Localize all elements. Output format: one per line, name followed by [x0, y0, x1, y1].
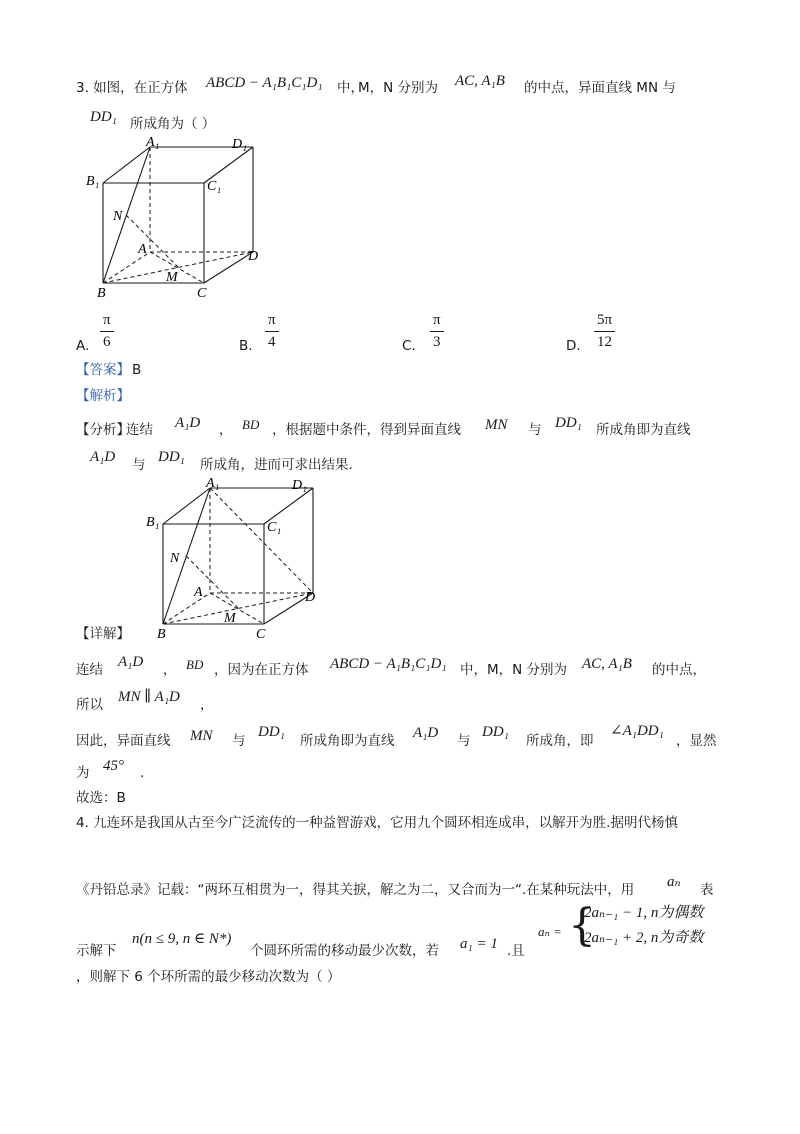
- xj-l4-t2: .: [140, 765, 145, 781]
- option-d-fraction: [594, 312, 615, 351]
- option-b-letter: B.: [239, 338, 253, 354]
- option-a-fraction: [100, 312, 114, 351]
- label-d1: D₁: [292, 478, 307, 493]
- label-a: A: [194, 585, 203, 600]
- label-c: C: [256, 627, 266, 642]
- option-c-num: π: [433, 312, 441, 328]
- xj-l3-yu2: 与: [457, 733, 471, 749]
- xj-l4-val: 45°: [103, 758, 124, 774]
- label-a1: A₁: [146, 135, 160, 150]
- label-b1: B₁: [146, 515, 160, 530]
- fenxi-bd: BD: [242, 417, 260, 432]
- q3-number-text: 3. 如图，在正方体: [76, 80, 188, 96]
- option-d-letter: D.: [566, 338, 581, 354]
- q4-piecewise-brace: {: [568, 900, 596, 951]
- option-a-letter: A.: [76, 338, 90, 354]
- fenxi-yu: 与: [528, 422, 542, 438]
- q4-case2: 2aₙ₋₁ + 2, n为奇数: [584, 930, 704, 946]
- q4-a1: a₁ = 1: [460, 936, 498, 952]
- q4-l3-t1: 示解下: [76, 943, 117, 959]
- cube-figure-1: [80, 135, 280, 305]
- label-d: D: [305, 590, 316, 605]
- q4-line2: 《丹铅总录》记载：“两环互相贯为一，得其关捩，解之为二，又合而为一“.在某种玩法中，用: [76, 882, 635, 898]
- label-c1: C₁: [207, 179, 222, 194]
- fenxi-a1d-2: A₁D: [90, 449, 116, 465]
- xj-l1-a1d: A₁D: [118, 654, 144, 670]
- option-b-fraction: [265, 312, 279, 351]
- xj-l3-angle: ∠A₁DD₁: [610, 723, 664, 739]
- option-c-letter: C.: [402, 338, 416, 354]
- xj-l1-t2: ，因为在正方体: [214, 662, 309, 678]
- label-n: N: [170, 551, 180, 566]
- xj-l1-t1: 连结: [76, 662, 103, 678]
- xiangjie-tag: 【详解】: [76, 626, 130, 642]
- fenxi-t4: 所成角，进而可求出结果.: [200, 457, 353, 473]
- q3-mid-text: 中，: [337, 80, 364, 96]
- label-b: B: [157, 627, 166, 642]
- xj-l3-t2: 所成角即为直线: [300, 733, 395, 749]
- q3-end2-text: 所成角为（ ）: [130, 116, 216, 132]
- option-c-fraction: [430, 312, 444, 351]
- option-d-num: 5π: [597, 312, 613, 328]
- xj-l1-ac: AC, A₁B: [582, 656, 632, 672]
- cube-figure-2: [140, 476, 340, 646]
- q3-mn-text: M，N 分别为: [358, 80, 439, 96]
- option-b-num: π: [268, 312, 276, 328]
- label-m: M: [166, 270, 178, 285]
- label-c1: C₁: [267, 520, 282, 535]
- fenxi-t2: ，根据题中条件，得到异面直线: [272, 422, 461, 438]
- fenxi-tag: 【分析】: [76, 422, 130, 438]
- xj-l3-dd1: DD₁: [258, 724, 285, 740]
- xj-l3-a1d: A₁D: [413, 725, 439, 741]
- xj-l3-t1: 因此，异面直线: [76, 733, 171, 749]
- analysis-tag: 【解析】: [76, 388, 130, 404]
- xj-l1-comma: ，: [163, 662, 177, 678]
- label-m: M: [224, 611, 236, 626]
- xj-l4-t1: 为: [76, 765, 90, 781]
- label-a1: A₁: [206, 476, 220, 491]
- label-c: C: [197, 286, 207, 301]
- q4-line4: ，则解下 6 个环所需的最少移动次数为（ ）: [76, 969, 341, 985]
- xj-l2-t1: 所以: [76, 697, 103, 713]
- xj-l2-math: MN ∥ A₁D: [118, 689, 180, 705]
- fenxi-t1: 连结: [126, 422, 153, 438]
- answer-value: B: [132, 362, 142, 378]
- q4-l3-t2: 个圆环所需的移动最少次数，若: [250, 943, 439, 959]
- q4-qie: .且: [507, 943, 525, 959]
- option-d-den: 12: [597, 334, 613, 350]
- fenxi-comma: ，: [219, 422, 233, 438]
- xj-l2-t2: ，: [200, 697, 214, 713]
- xj-l3-yu: 与: [232, 733, 246, 749]
- xj-l1-t4: 的中点，: [652, 662, 706, 678]
- q3-dd1: DD₁: [90, 109, 117, 125]
- xj-l3-mn: MN: [190, 728, 213, 744]
- q3-cube-name: ABCD − A₁B₁C₁D₁: [206, 75, 323, 91]
- label-d: D: [248, 249, 259, 264]
- fenxi-a1d: A₁D: [175, 415, 201, 431]
- label-a: A: [138, 242, 147, 257]
- xj-l1-bd: BD: [186, 657, 204, 672]
- label-n: N: [113, 209, 123, 224]
- xj-l1-cube: ABCD − A₁B₁C₁D₁: [330, 656, 447, 672]
- xj-l3-t4: ，显然: [676, 733, 717, 749]
- answer-tag: 【答案】: [76, 362, 130, 378]
- xj-l3-dd1-2: DD₁: [482, 724, 509, 740]
- xj-l1-t3: 中，M，N 分别为: [460, 662, 568, 678]
- q4-line1: 4. 九连环是我国从古至今广泛流传的一种益智游戏，它用九个圆环相连成串，以解开为胜.据明代杨慎: [76, 815, 678, 831]
- option-a-den: 6: [103, 334, 111, 350]
- q4-an: aₙ: [667, 874, 681, 890]
- q4-biao: 表: [700, 882, 714, 898]
- fenxi-yu2: 与: [132, 457, 146, 473]
- q4-an-eq: aₙ =: [538, 924, 562, 939]
- q4-case1: 2aₙ₋₁ − 1, n为偶数: [584, 905, 704, 921]
- q3-ac-a1b: AC, A₁B: [455, 73, 505, 89]
- option-a-num: π: [103, 312, 111, 328]
- option-c-den: 3: [433, 334, 441, 350]
- fenxi-mn: MN: [485, 417, 508, 433]
- label-b1: B₁: [86, 174, 100, 189]
- label-d1: D₁: [232, 137, 247, 152]
- label-b: B: [97, 286, 106, 301]
- xj-conclusion: 故选：B: [76, 790, 126, 806]
- q4-n-cond: n(n ≤ 9, n ∈ N*): [132, 931, 232, 947]
- option-b-den: 4: [268, 334, 276, 350]
- fenxi-t3: 所成角即为直线: [596, 422, 691, 438]
- fenxi-dd1: DD₁: [555, 415, 582, 431]
- q3-end1-text: 的中点，异面直线 MN 与: [524, 80, 676, 96]
- xj-l3-t3: 所成角，即: [526, 733, 594, 749]
- fenxi-dd1-2: DD₁: [158, 449, 185, 465]
